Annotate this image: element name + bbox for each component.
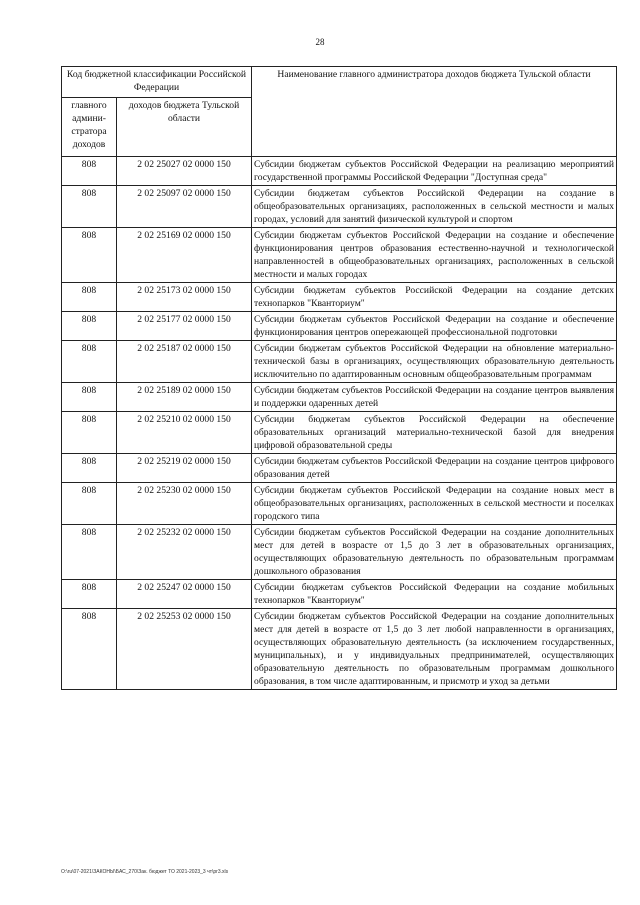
table-row <box>62 454 617 483</box>
file-path-footer: O:\ru\07-2021\ЗАКОНЫ\БАС_270\Зак. бюджет ТО 2021-2023_3 чт\pr3.xls <box>61 869 229 875</box>
table-row <box>62 609 617 690</box>
income-name-cell: Субсидии бюджетам субъектов Российской Федерации на создание детских технопарков "Кванториум" <box>252 283 617 312</box>
income-code-cell: 2 02 25187 02 0000 150 <box>117 341 252 383</box>
table-body <box>62 157 617 690</box>
table-row <box>62 412 617 454</box>
income-code-cell: 2 02 25232 02 0000 150 <box>117 525 252 580</box>
header-administrator-name: Наименование главного администратора доходов бюджета Тульской области <box>252 67 617 157</box>
admin-code-cell: 808 <box>62 157 117 186</box>
income-name-cell: Субсидии бюджетам субъектов Российской Федерации на обновление материально-технической базы в организациях, осуществляющих образовательную деятельность исключительно по адаптированным основным общеобразовательным программам <box>252 341 617 383</box>
admin-code-cell: 808 <box>62 525 117 580</box>
income-name-cell: Субсидии бюджетам субъектов Российской Федерации на реализацию мероприятий государственной программы Российской Федерации "Доступная среда" <box>252 157 617 186</box>
income-name-cell: Субсидии бюджетам субъектов Российской Федерации на создание дополнительных мест для детей в возрасте от 1,5 до 3 лет в образовательных организациях, осуществляющих образовательную деятельность по образовательным программам дошкольного образования <box>252 525 617 580</box>
budget-classification-table <box>61 66 617 690</box>
income-name-cell: Субсидии бюджетам субъектов Российской Федерации на создание в общеобразовательных организациях, расположенных в сельской местности и малых городах, условий для занятий физической культурой и спортом <box>252 186 617 228</box>
header-classification-code: Код бюджетной классификации Российской Федерации <box>62 67 252 98</box>
table-row <box>62 228 617 283</box>
income-name-cell: Субсидии бюджетам субъектов Российской Федерации на создание центров цифрового образования детей <box>252 454 617 483</box>
income-code-cell: 2 02 25097 02 0000 150 <box>117 186 252 228</box>
income-code-cell: 2 02 25027 02 0000 150 <box>117 157 252 186</box>
income-name-cell: Субсидии бюджетам субъектов Российской Федерации на создание дополнительных мест для детей в возрасте от 1,5 до 3 лет любой направленности в организациях, осуществляющих образовательную деятельность (за исключением государственных, муниципальных), и у индивидуальных предпринимателей, осуществляющих образовательную деятельность по образовательным программам дошкольного образования, в том числе адаптированным, и присмотр и уход за детьми <box>252 609 617 690</box>
income-code-cell: 2 02 25247 02 0000 150 <box>117 580 252 609</box>
income-name-cell: Субсидии бюджетам субъектов Российской Федерации на создание новых мест в общеобразовательных организациях, расположенных в сельской местности и поселках городского типа <box>252 483 617 525</box>
admin-code-cell: 808 <box>62 283 117 312</box>
admin-code-cell: 808 <box>62 580 117 609</box>
admin-code-cell: 808 <box>62 609 117 690</box>
table-row <box>62 186 617 228</box>
table-row <box>62 157 617 186</box>
admin-code-cell: 808 <box>62 186 117 228</box>
table-row <box>62 483 617 525</box>
admin-code-cell: 808 <box>62 383 117 412</box>
income-code-cell: 2 02 25210 02 0000 150 <box>117 412 252 454</box>
income-name-cell: Субсидии бюджетам субъектов Российской Федерации на создание центров выявления и поддержки одаренных детей <box>252 383 617 412</box>
header-admin-column: главного админи-стратора доходов <box>62 98 117 157</box>
table-row <box>62 383 617 412</box>
admin-code-cell: 808 <box>62 483 117 525</box>
admin-code-cell: 808 <box>62 228 117 283</box>
admin-code-cell: 808 <box>62 312 117 341</box>
header-income-column: доходов бюджета Тульской области <box>117 98 252 157</box>
income-code-cell: 2 02 25253 02 0000 150 <box>117 609 252 690</box>
table-row <box>62 525 617 580</box>
income-name-cell: Субсидии бюджетам субъектов Российской Федерации на создание и обеспечение функционирования центров образования естественно-научной и технологической направленностей в общеобразовательных организациях, расположенных в сельской местности и малых городах <box>252 228 617 283</box>
income-code-cell: 2 02 25219 02 0000 150 <box>117 454 252 483</box>
admin-code-cell: 808 <box>62 454 117 483</box>
income-code-cell: 2 02 25230 02 0000 150 <box>117 483 252 525</box>
admin-code-cell: 808 <box>62 341 117 383</box>
table-row <box>62 580 617 609</box>
income-name-cell: Субсидии бюджетам субъектов Российской Федерации на создание мобильных технопарков "Кванториум" <box>252 580 617 609</box>
page-number: 28 <box>315 37 325 47</box>
income-name-cell: Субсидии бюджетам субъектов Российской Федерации на создание и обеспечение функционирования центров опережающей профессиональной подготовки <box>252 312 617 341</box>
table-row <box>62 341 617 383</box>
admin-code-cell: 808 <box>62 412 117 454</box>
income-code-cell: 2 02 25169 02 0000 150 <box>117 228 252 283</box>
income-code-cell: 2 02 25177 02 0000 150 <box>117 312 252 341</box>
income-name-cell: Субсидии бюджетам субъектов Российской Федерации на обеспечение образовательных организаций материально-технической базой для внедрения цифровой образовательной среды <box>252 412 617 454</box>
table-row <box>62 312 617 341</box>
table-row <box>62 283 617 312</box>
income-code-cell: 2 02 25173 02 0000 150 <box>117 283 252 312</box>
income-code-cell: 2 02 25189 02 0000 150 <box>117 383 252 412</box>
